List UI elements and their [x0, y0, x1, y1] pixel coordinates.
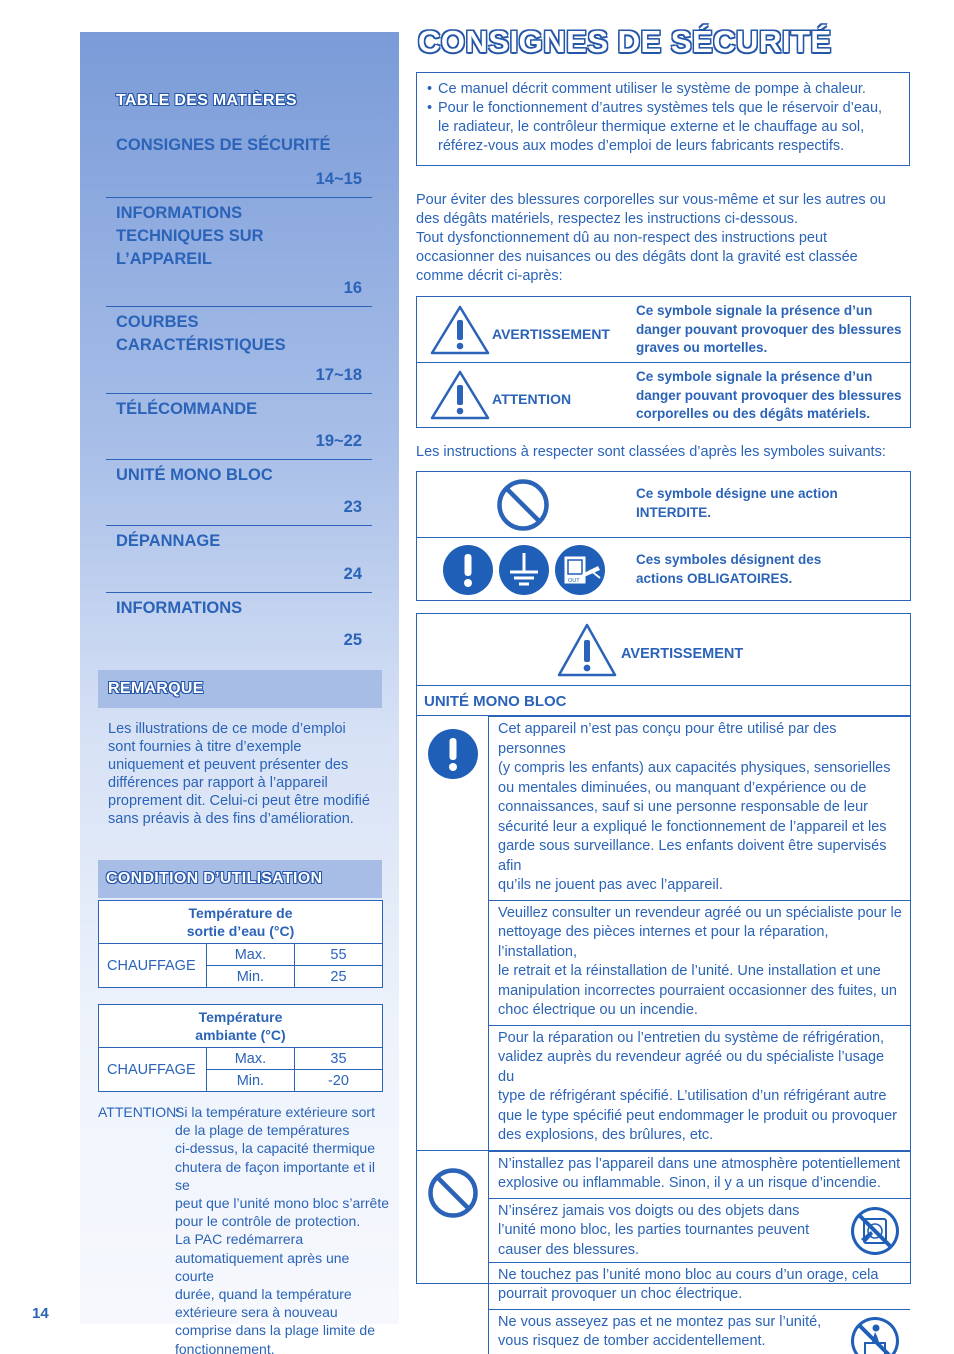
- ambient-temperature-table: [98, 1004, 383, 1092]
- mandatory-group: [417, 716, 910, 1151]
- page-title: CONSIGNES DE SÉCURITÉ: [418, 24, 832, 59]
- mode-cell: CHAUFFAGE: [99, 1048, 207, 1092]
- desc-line: danger pouvant provoquer des blessures: [636, 321, 902, 337]
- toc-item-pages: 23: [343, 498, 362, 516]
- desc-line: graves ou mortelles.: [636, 340, 768, 355]
- severity-row-attention: [417, 362, 910, 427]
- symbol-desc: [636, 485, 838, 522]
- symbol-row-prohibited: [417, 472, 910, 537]
- warning-line: N’installez pas l’appareil dans une atmosphère potentiellement: [498, 1155, 901, 1172]
- warning-item: [489, 1262, 910, 1309]
- toc-item-consignes[interactable]: [106, 130, 372, 198]
- warning-line: vous risquez de tomber accidentellement.: [498, 1333, 766, 1349]
- warning-line: explosive ou inflammable. Sinon, il y a un risque d’incendie.: [498, 1175, 881, 1191]
- paragraph-line: Pour éviter des blessures corporelles sur vous-même et sur les autres ou: [416, 192, 886, 208]
- no-climbing-icon: [849, 1315, 901, 1354]
- toc-item-depannage[interactable]: [106, 526, 372, 593]
- desc-line: Ce symbole signale la présence d’un: [636, 369, 873, 384]
- water-temperature-table: [98, 900, 383, 988]
- intro-box: [416, 72, 910, 166]
- warning-line: Pour la réparation ou l’entretien du système de réfrigération,: [498, 1029, 885, 1046]
- unit-section-label: UNITÉ MONO BLOC: [417, 686, 910, 716]
- table-header-line: Température de: [188, 905, 293, 921]
- toc-item-pages: 24: [343, 565, 362, 583]
- warning-item: [489, 1198, 910, 1262]
- prohibited-icon-cell: [417, 1151, 489, 1354]
- attention-line: pour le contrôle de protection.: [175, 1213, 361, 1230]
- severity-row-avertissement: [417, 297, 910, 362]
- warning-item: [489, 716, 910, 900]
- symbol-row-mandatory: [417, 537, 910, 601]
- plug-label: OUT: [568, 578, 580, 584]
- attention-line: comprise dans la plage limite de: [175, 1322, 375, 1339]
- condition-title: CONDITION D’UTILISATION: [106, 870, 323, 887]
- warning-line: N’insérez jamais vos doigts ou des objets dans: [498, 1202, 800, 1219]
- desc-line: Ce symbole désigne une action: [636, 486, 838, 501]
- warning-item: [489, 1309, 910, 1354]
- warning-line: le retrait et la réinstallation de l’unité. Une installation et une: [498, 963, 881, 979]
- toc-item-courbes[interactable]: [106, 307, 372, 394]
- table-header: [99, 901, 383, 944]
- toc-item-label: COURBES: [116, 313, 199, 331]
- warning-line: ou mentales diminuées, ou manquant d’expérience ou de: [498, 779, 867, 796]
- toc-item-label: INFORMATIONS: [116, 599, 243, 617]
- bullet-line: le radiateur, le contrôleur thermique externe et le chauffage au sol,: [438, 119, 865, 135]
- paragraph-line: comme décrit ci-après:: [416, 268, 563, 284]
- remarque-title: REMARQUE: [108, 680, 204, 697]
- warning-line: Veuillez consulter un revendeur agréé ou un spécialiste pour le: [498, 904, 902, 921]
- severity-desc: [636, 368, 902, 424]
- warning-line: des explosions, des brûlures, etc.: [498, 1127, 714, 1143]
- toc-item-pages: 14~15: [315, 170, 362, 188]
- warning-line: sécurité leur a expliqué le fonctionnement de l’appareil et les: [498, 818, 887, 835]
- prohibited-icon: [496, 478, 550, 532]
- limit-value: 35: [294, 1048, 382, 1070]
- warning-line: connaissances, sauf si une personne responsable de leur: [498, 799, 868, 815]
- desc-line: danger pouvant provoquer des blessures: [636, 387, 902, 403]
- severity-name: ATTENTION: [492, 391, 572, 407]
- toc-item-pages: 17~18: [315, 366, 362, 384]
- warning-line: choc électrique ou un incendie.: [498, 1002, 698, 1018]
- limit-value: 55: [294, 944, 382, 966]
- warning-box-title: AVERTISSEMENT: [621, 646, 744, 662]
- warning-line: type de réfrigérant spécifié. L’utilisation d’un réfrigérant autre: [498, 1088, 887, 1104]
- symbols-table: [416, 471, 911, 601]
- severity-table: [416, 296, 911, 428]
- warning-item: [489, 900, 910, 1025]
- table-header-line: ambiante (°C): [195, 1027, 286, 1043]
- toc-item-label: CONSIGNES DE SÉCURITÉ: [116, 136, 331, 154]
- prohibited-icon: [427, 1167, 479, 1219]
- severity-desc: [636, 302, 902, 358]
- exclamation-mandatory-icon: [427, 728, 479, 780]
- unplug-icon: [554, 544, 606, 596]
- attention-line: chutera de façon importante et il se: [175, 1158, 376, 1193]
- attention-line: fonctionnement.: [175, 1340, 275, 1354]
- warning-line: (y compris les enfants) aux capacités physiques, sensorielles: [498, 760, 891, 776]
- table-header-line: sortie d’eau (°C): [186, 923, 295, 939]
- warning-line: validez auprès du revendeur agréé ou du spécialiste l’usage du: [498, 1049, 885, 1085]
- toc-item-informations[interactable]: [106, 593, 372, 658]
- table-of-contents: [106, 130, 372, 658]
- toc-item-pages: 16: [343, 279, 362, 297]
- desc-line: Ces symboles désignent des: [636, 552, 822, 567]
- warning-box: [416, 613, 911, 1349]
- warning-line: Ne touchez pas l’unité mono bloc au cours d’un orage, cela: [498, 1266, 879, 1283]
- warning-line: l’unité mono bloc, les parties tournantes peuvent: [498, 1222, 810, 1238]
- warning-line: nettoyage des pièces internes et pour la réparation, l’installation,: [498, 924, 829, 960]
- limit-label: Min.: [206, 966, 294, 988]
- attention-text: [175, 1103, 390, 1354]
- limit-value: 25: [294, 966, 382, 988]
- warning-box-header: [417, 614, 910, 686]
- desc-line: actions OBLIGATOIRES.: [636, 570, 793, 586]
- warning-item: [489, 1151, 910, 1198]
- prohibited-group: [417, 1151, 910, 1354]
- page-number: 14: [32, 1305, 49, 1322]
- paragraph-line: occasionner des nuisances ou des dégâts dont la gravité est classée: [416, 249, 858, 265]
- symbols-intro-text: Les instructions à respecter sont classées d’après les symboles suivants:: [416, 444, 886, 460]
- warning-triangle-icon: [429, 304, 491, 356]
- mandatory-icon-cell: [417, 716, 489, 1150]
- toc-item-telecommande[interactable]: [106, 394, 372, 460]
- attention-line: ci-dessus, la capacité thermique: [175, 1140, 375, 1157]
- attention-line: Si la température extérieure sort: [175, 1104, 375, 1120]
- toc-item-label: CARACTÉRISTIQUES: [116, 336, 286, 354]
- warning-line: manipulation incorrectes pourraient occasionner des fuites, un: [498, 982, 897, 999]
- limit-label: Max.: [206, 944, 294, 966]
- desc-line: INTERDITE.: [636, 504, 712, 520]
- attention-line: extérieure sera à nouveau: [175, 1304, 338, 1321]
- attention-line: de la plage de températures: [175, 1122, 350, 1139]
- table-header: [99, 1005, 383, 1048]
- toc-item-label: DÉPANNAGE: [116, 532, 221, 550]
- severity-name: AVERTISSEMENT: [492, 326, 610, 342]
- bullet-line: référez-vous aux modes d’emploi de leurs fabricants respectifs.: [438, 138, 845, 154]
- limit-value: -20: [294, 1070, 382, 1092]
- toc-item-label: TÉLÉCOMMANDE: [116, 400, 258, 418]
- attention-line: La PAC redémarrera: [175, 1231, 304, 1248]
- intro-paragraph: [416, 191, 910, 286]
- toc-item-label: L’APPAREIL: [116, 250, 212, 268]
- attention-label: ATTENTION:: [98, 1104, 181, 1120]
- earth-ground-icon: [498, 544, 550, 596]
- paragraph-line: des dégâts matériels, respectez les instructions ci-dessous.: [416, 211, 799, 227]
- exclamation-mandatory-icon: [442, 544, 494, 596]
- paragraph-line: Tout dysfonctionnement dû au non-respect des instructions peut: [416, 230, 828, 246]
- intro-bullet: [427, 99, 899, 156]
- warning-item: [489, 1025, 910, 1150]
- toc-item-unite-mono-bloc[interactable]: [106, 460, 372, 526]
- remarque-text: Les illustrations de ce mode d’emploi sont fournies à titre d’exemple uniquement et peuvent présenter des différences par rapport à l’appareil proprement dit. Celui-ci peut être modifié sans préavis à des fins d’amélioration.: [108, 721, 370, 827]
- toc-item-label: INFORMATIONS: [116, 204, 243, 222]
- warning-line: pourrait provoquer un choc électrique.: [498, 1286, 743, 1302]
- attention-line: peut que l’unité mono bloc s’arrête: [175, 1195, 390, 1212]
- no-fingers-fan-icon: [849, 1205, 901, 1257]
- bullet-line: Ce manuel décrit comment utiliser le système de pompe à chaleur.: [438, 81, 866, 97]
- toc-item-label: UNITÉ MONO BLOC: [116, 466, 273, 484]
- limit-label: Max.: [206, 1048, 294, 1070]
- limit-label: Min.: [206, 1070, 294, 1092]
- desc-line: corporelles ou des dégâts matériels.: [636, 406, 871, 421]
- warning-triangle-icon: [556, 622, 618, 678]
- intro-bullet: [427, 80, 899, 99]
- warning-line: que le type spécifié peut endommager le produit ou provoquer: [498, 1107, 898, 1124]
- warning-line: qu’ils ne jouent pas avec l’appareil.: [498, 877, 723, 893]
- symbol-desc: [636, 551, 821, 588]
- attention-line: automatiquement après une courte: [175, 1249, 350, 1284]
- toc-title: TABLE DES MATIÈRES: [116, 92, 297, 109]
- toc-item-pages: 25: [343, 631, 362, 649]
- desc-line: Ce symbole signale la présence d’un: [636, 303, 873, 318]
- attention-line: durée, quand la température: [175, 1286, 352, 1303]
- toc-item-label: TECHNIQUES SUR: [116, 227, 264, 245]
- mode-cell: CHAUFFAGE: [99, 944, 207, 988]
- toc-item-pages: 19~22: [315, 432, 362, 450]
- warning-line: causer des blessures.: [498, 1241, 640, 1258]
- bullet-line: Pour le fonctionnement d’autres systèmes tels que le réservoir d’eau,: [438, 100, 883, 116]
- warning-line: Cet appareil n’est pas conçu pour être utilisé par des personnes: [498, 721, 837, 757]
- toc-item-informations-techniques[interactable]: [106, 198, 372, 307]
- warning-triangle-icon: [429, 369, 491, 421]
- warning-line: garde sous surveillance. Les enfants doivent être supervisés afin: [498, 838, 887, 874]
- table-header-line: Température: [198, 1009, 283, 1025]
- warning-line: Ne vous asseyez pas et ne montez pas sur l’unité,: [498, 1313, 822, 1330]
